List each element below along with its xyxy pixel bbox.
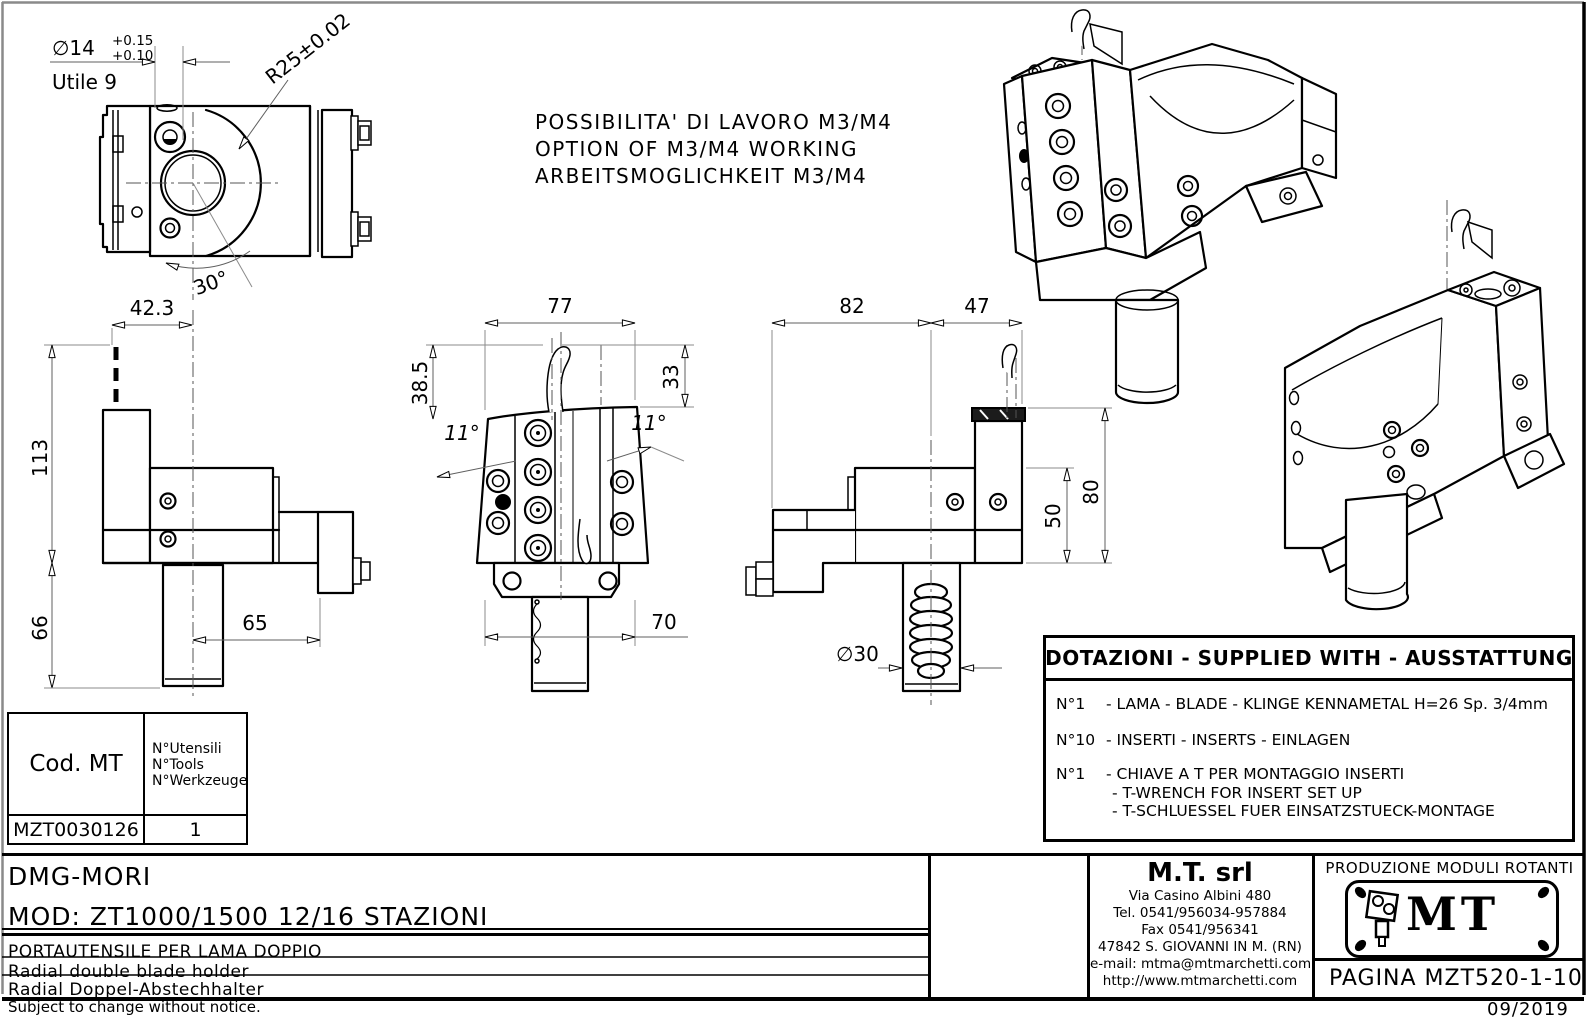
company-tel: Tel. 0541/956034-957884	[1113, 905, 1287, 921]
supplied-with-box	[1043, 635, 1575, 842]
code-table-qty-header	[145, 714, 246, 816]
blade-tip-top	[547, 347, 570, 412]
item2-text: - INSERTI - INSERTS - EINLAGEN	[1106, 730, 1351, 749]
mt-logo-text: MT	[1406, 887, 1500, 941]
qty-header-it: N°Utensili	[152, 741, 222, 757]
description-de: Radial Doppel-Abstechhalter	[8, 980, 264, 1000]
supplied-item-1	[1046, 695, 1572, 714]
dim-113: 113	[28, 438, 52, 478]
divider	[928, 856, 931, 997]
company-fax: Fax 0541/956341	[1141, 922, 1259, 938]
code-table-header: Cod. MT	[9, 714, 145, 816]
item2-qty: N°10	[1056, 730, 1096, 749]
iso1-shank-cylinder	[1116, 300, 1178, 403]
dim-47: 47	[964, 294, 990, 318]
customer-name: DMG-MORI	[8, 862, 152, 891]
company-address: Via Casino Albini 480	[1128, 888, 1272, 904]
side-view-drawing	[28, 296, 370, 700]
mt-logo-tool-glyph	[1356, 885, 1408, 949]
blade-tip-right-view	[1002, 345, 1016, 378]
note-line-de: ARBEITSMOGLICHKEIT M3/M4	[535, 164, 868, 188]
code-value: MZT0030126	[9, 816, 145, 843]
title-block	[2, 853, 1584, 1001]
dim-50: 50	[1041, 503, 1065, 529]
working-option-note	[535, 109, 892, 190]
qty-value: 1	[189, 818, 202, 841]
dim-dia14: ∅14	[52, 36, 95, 60]
iso2-shank-cylinder	[1346, 494, 1408, 609]
dim-utile: Utile 9	[52, 70, 117, 94]
production-block	[1315, 856, 1584, 997]
center-view-drawing	[408, 294, 694, 691]
dim-77: 77	[547, 294, 573, 318]
manufacturer-block	[1090, 856, 1310, 997]
dim-33: 33	[659, 364, 683, 390]
dim-66: 66	[28, 615, 52, 641]
qty-header-en: N°Tools	[152, 757, 204, 773]
dim-angle-11-right: 11°	[631, 411, 667, 435]
note-line-it: POSSIBILITA' DI LAVORO M3/M4	[535, 110, 893, 134]
page-reference: PAGINA MZT520-1-10	[1329, 966, 1583, 991]
dim-radius-r25: R25±0.02	[260, 8, 355, 89]
item3-text-de: - T-SCHLUESSEL FUER EINSATZSTUECK-MONTAGE	[1112, 802, 1495, 820]
code-table	[7, 712, 248, 845]
disclaimer-note: Subject to change without notice.	[8, 998, 261, 1016]
company-name: M.T. srl	[1147, 858, 1253, 888]
pin-hole-filled	[495, 494, 511, 510]
revision-date: 09/2019	[1487, 999, 1569, 1020]
divider	[1315, 958, 1584, 961]
company-web: http://www.mtmarchetti.com	[1102, 973, 1298, 989]
qty-header-de: N°Werkzeuge	[152, 773, 248, 789]
company-city: 47842 S. GIOVANNI IN M. (RN)	[1098, 939, 1302, 955]
mt-logo	[1345, 880, 1559, 958]
description-it: PORTAUTENSILE PER LAMA DOPPIO	[8, 942, 322, 962]
supplied-with-title: DOTAZIONI - SUPPLIED WITH - AUSSTATTUNG	[1046, 638, 1572, 681]
dim-tol-upper: +0.15	[112, 33, 154, 49]
dim-dia30: ∅30	[836, 642, 879, 666]
supplied-item-3	[1046, 765, 1572, 821]
clamp-cap	[972, 408, 1025, 421]
description-en: Radial double blade holder	[8, 962, 249, 982]
item1-text: - LAMA - BLADE - KLINGE KENNAMETAL H=26 Sp. 3/4mm	[1106, 695, 1548, 713]
item1-qty: N°1	[1056, 695, 1086, 713]
dim-angle-30: 30°	[190, 265, 232, 301]
dim-angle-11-left: 11°	[444, 421, 480, 445]
dim-42-3: 42.3	[129, 296, 175, 320]
dim-38-5: 38.5	[408, 360, 432, 406]
note-line-en: OPTION OF M3/M4 WORKING	[535, 137, 859, 161]
dim-70: 70	[651, 610, 677, 634]
machine-model: MOD: ZT1000/1500 12/16 STAZIONI	[8, 902, 489, 931]
item3-text-it: - CHIAVE A T PER MONTAGGIO INSERTI	[1106, 765, 1405, 783]
isometric-view-2	[1285, 200, 1564, 609]
dim-82: 82	[839, 294, 865, 318]
dim-tol-lower: +0.10	[112, 48, 154, 64]
supplied-item-2	[1046, 731, 1572, 750]
company-email: e-mail: mtma@mtmarchetti.com	[1090, 956, 1312, 972]
production-label: PRODUZIONE MODULI ROTANTI	[1325, 859, 1574, 877]
isometric-view-1	[1004, 10, 1336, 403]
item3-text-en: - T-WRENCH FOR INSERT SET UP	[1112, 783, 1362, 802]
dim-80: 80	[1079, 479, 1103, 505]
dim-65: 65	[242, 611, 268, 635]
item3-qty: N°1	[1056, 765, 1086, 783]
front-view-drawing	[50, 8, 371, 300]
